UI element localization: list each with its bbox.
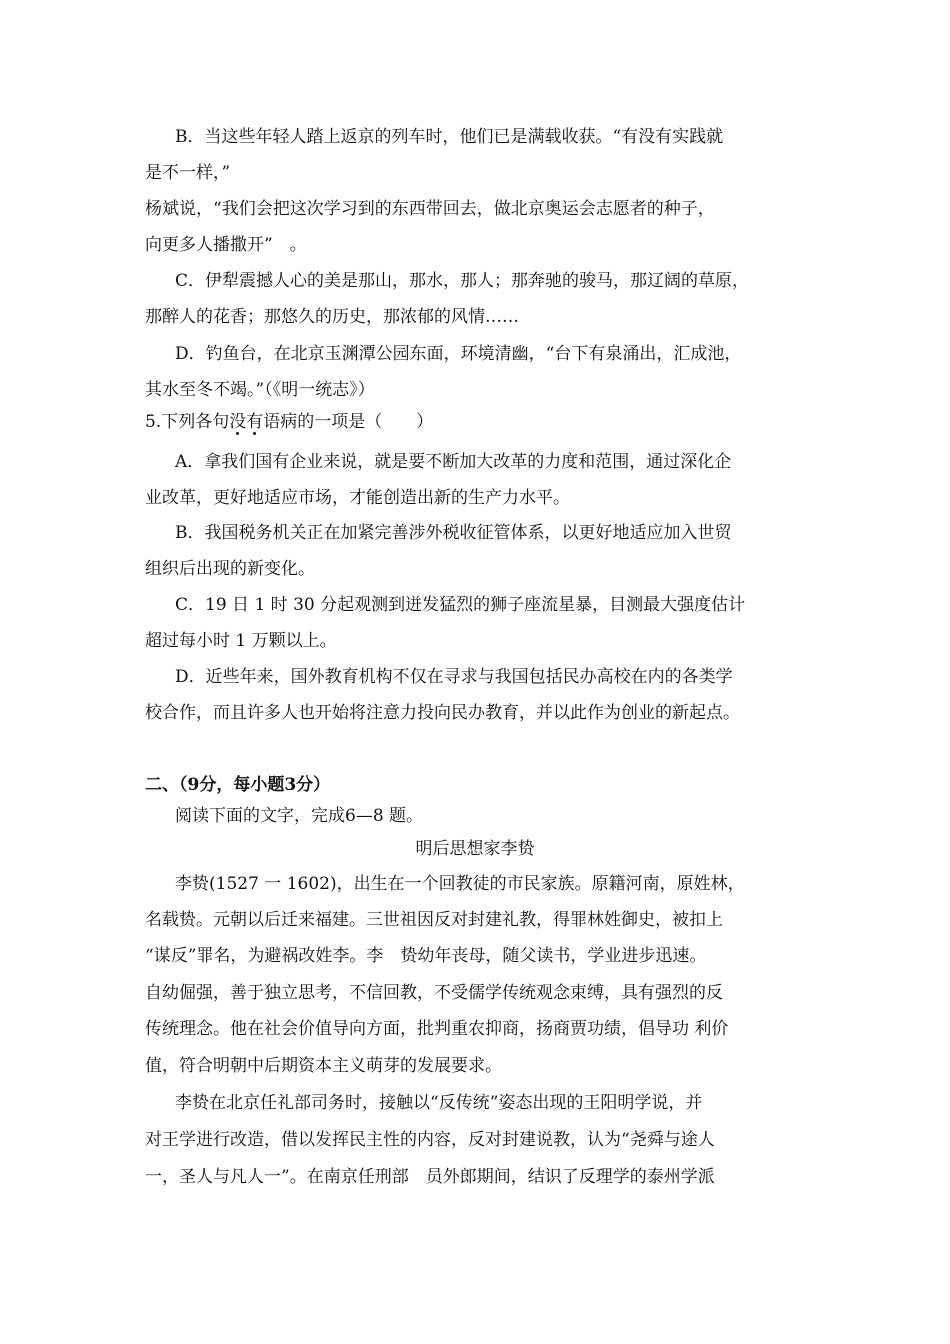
q5-option-b-line1: B．我国税务机关正在加紧完善涉外税收征管体系，以更好地适应加入世贸 bbox=[175, 523, 732, 543]
q4-option-d-line1: D．钓鱼台，在北京玉渊潭公园东面，环境清幽，“台下有泉涌出，汇成池， bbox=[175, 344, 742, 364]
q5-stem bbox=[145, 410, 433, 434]
q4-option-c-line2: 那醉人的花香；那悠久的历史，那浓郁的风情…… bbox=[145, 307, 519, 327]
passage-p1-line4: 自幼倔强，善于独立思考，不信回教，不受儒学传统观念束缚，具有强烈的反 bbox=[145, 983, 723, 1003]
section-2-heading: 二、（9分，每小题3分） bbox=[145, 775, 331, 795]
passage-p2-line1: 李贽在北京任礼部司务时，接触以“反传统”姿态出现的王阳明学说，并 bbox=[175, 1093, 703, 1113]
passage-p1-line3: “谋反”罪名，为避祸改姓李。李 贽幼年丧母，随父读书，学业进步迅速。 bbox=[145, 946, 707, 966]
q4-option-b-line2: 是不一样，” bbox=[145, 163, 231, 183]
passage-title: 明后思想家李贽 bbox=[415, 839, 535, 859]
q4-option-d-line2: 其水至冬不竭。”（《明一统志》） bbox=[145, 380, 375, 400]
q5-emphasis-char-1: 没 bbox=[229, 412, 247, 432]
q4-option-b-line1: B．当这些年轻人踏上返京的列车时，他们已是满载收获。“有没有实践就 bbox=[175, 127, 724, 147]
passage-p1-line5: 传统理念。他在社会价值导向方面，批判重农抑商，扬商贾功绩，倡导功 利价 bbox=[145, 1019, 729, 1039]
q5-option-d-line1: D．近些年来，国外教育机构不仅在寻求与我国包括民办高校在内的各类学 bbox=[175, 667, 733, 687]
q5-option-a-line1: A．拿我们国有企业来说，就是要不断加大改革的力度和范围，通过深化企 bbox=[175, 452, 732, 472]
passage-p1-line1: 李贽(1527 一 1602)，出生在一个回教徒的市民家族。原籍河南，原姓林， bbox=[175, 874, 745, 894]
q5-emphasis-char-2: 有 bbox=[246, 412, 264, 432]
passage-p2-line2: 对王学进行改造，借以发挥民主性的内容，反对封建说教，认为“尧舜与途人 bbox=[145, 1130, 715, 1150]
section-2-instruction: 阅读下面的文字，完成6—8 题。 bbox=[175, 806, 424, 826]
q5-option-c-line2: 超过每小时 1 万颗以上。 bbox=[145, 631, 337, 651]
passage-p2-line3: 一，圣人与凡人一”。在南京任刑部 员外郎期间，结识了反理学的泰州学派 bbox=[145, 1167, 715, 1187]
q5-option-a-line2: 业改革，更好地适应市场，才能创造出新的生产力水平。 bbox=[145, 488, 570, 508]
q5-option-b-line2: 组织后出现的新变化。 bbox=[145, 559, 315, 579]
q4-option-b-line4: 向更多人播撒开” 。 bbox=[145, 235, 307, 255]
q5-option-c-line1: C．19 日 1 时 30 分起观测到迸发猛烈的狮子座流星暴，目测最大强度估计 bbox=[175, 595, 746, 615]
q5-stem-post: 语病的一项是（ ） bbox=[263, 412, 434, 432]
passage-p1-line2: 名载贽。元朝以后迁来福建。三世祖因反对封建礼教，得罪林姓御史，被扣上 bbox=[145, 910, 723, 930]
q4-option-c-line1: C．伊犁震撼人心的美是那山，那水，那人；那奔驰的骏马，那辽阔的草原， bbox=[175, 271, 750, 291]
q5-stem-pre: 5.下列各句 bbox=[145, 412, 230, 432]
q4-option-b-line3: 杨斌说，“我们会把这次学习到的东西带回去，做北京奥运会志愿者的种子， bbox=[145, 199, 715, 219]
q5-option-d-line2: 校合作，而且许多人也开始将注意力投向民办教育，并以此作为创业的新起点。 bbox=[145, 703, 740, 723]
passage-p1-line6: 值，符合明朝中后期资本主义萌芽的发展要求。 bbox=[145, 1056, 502, 1076]
